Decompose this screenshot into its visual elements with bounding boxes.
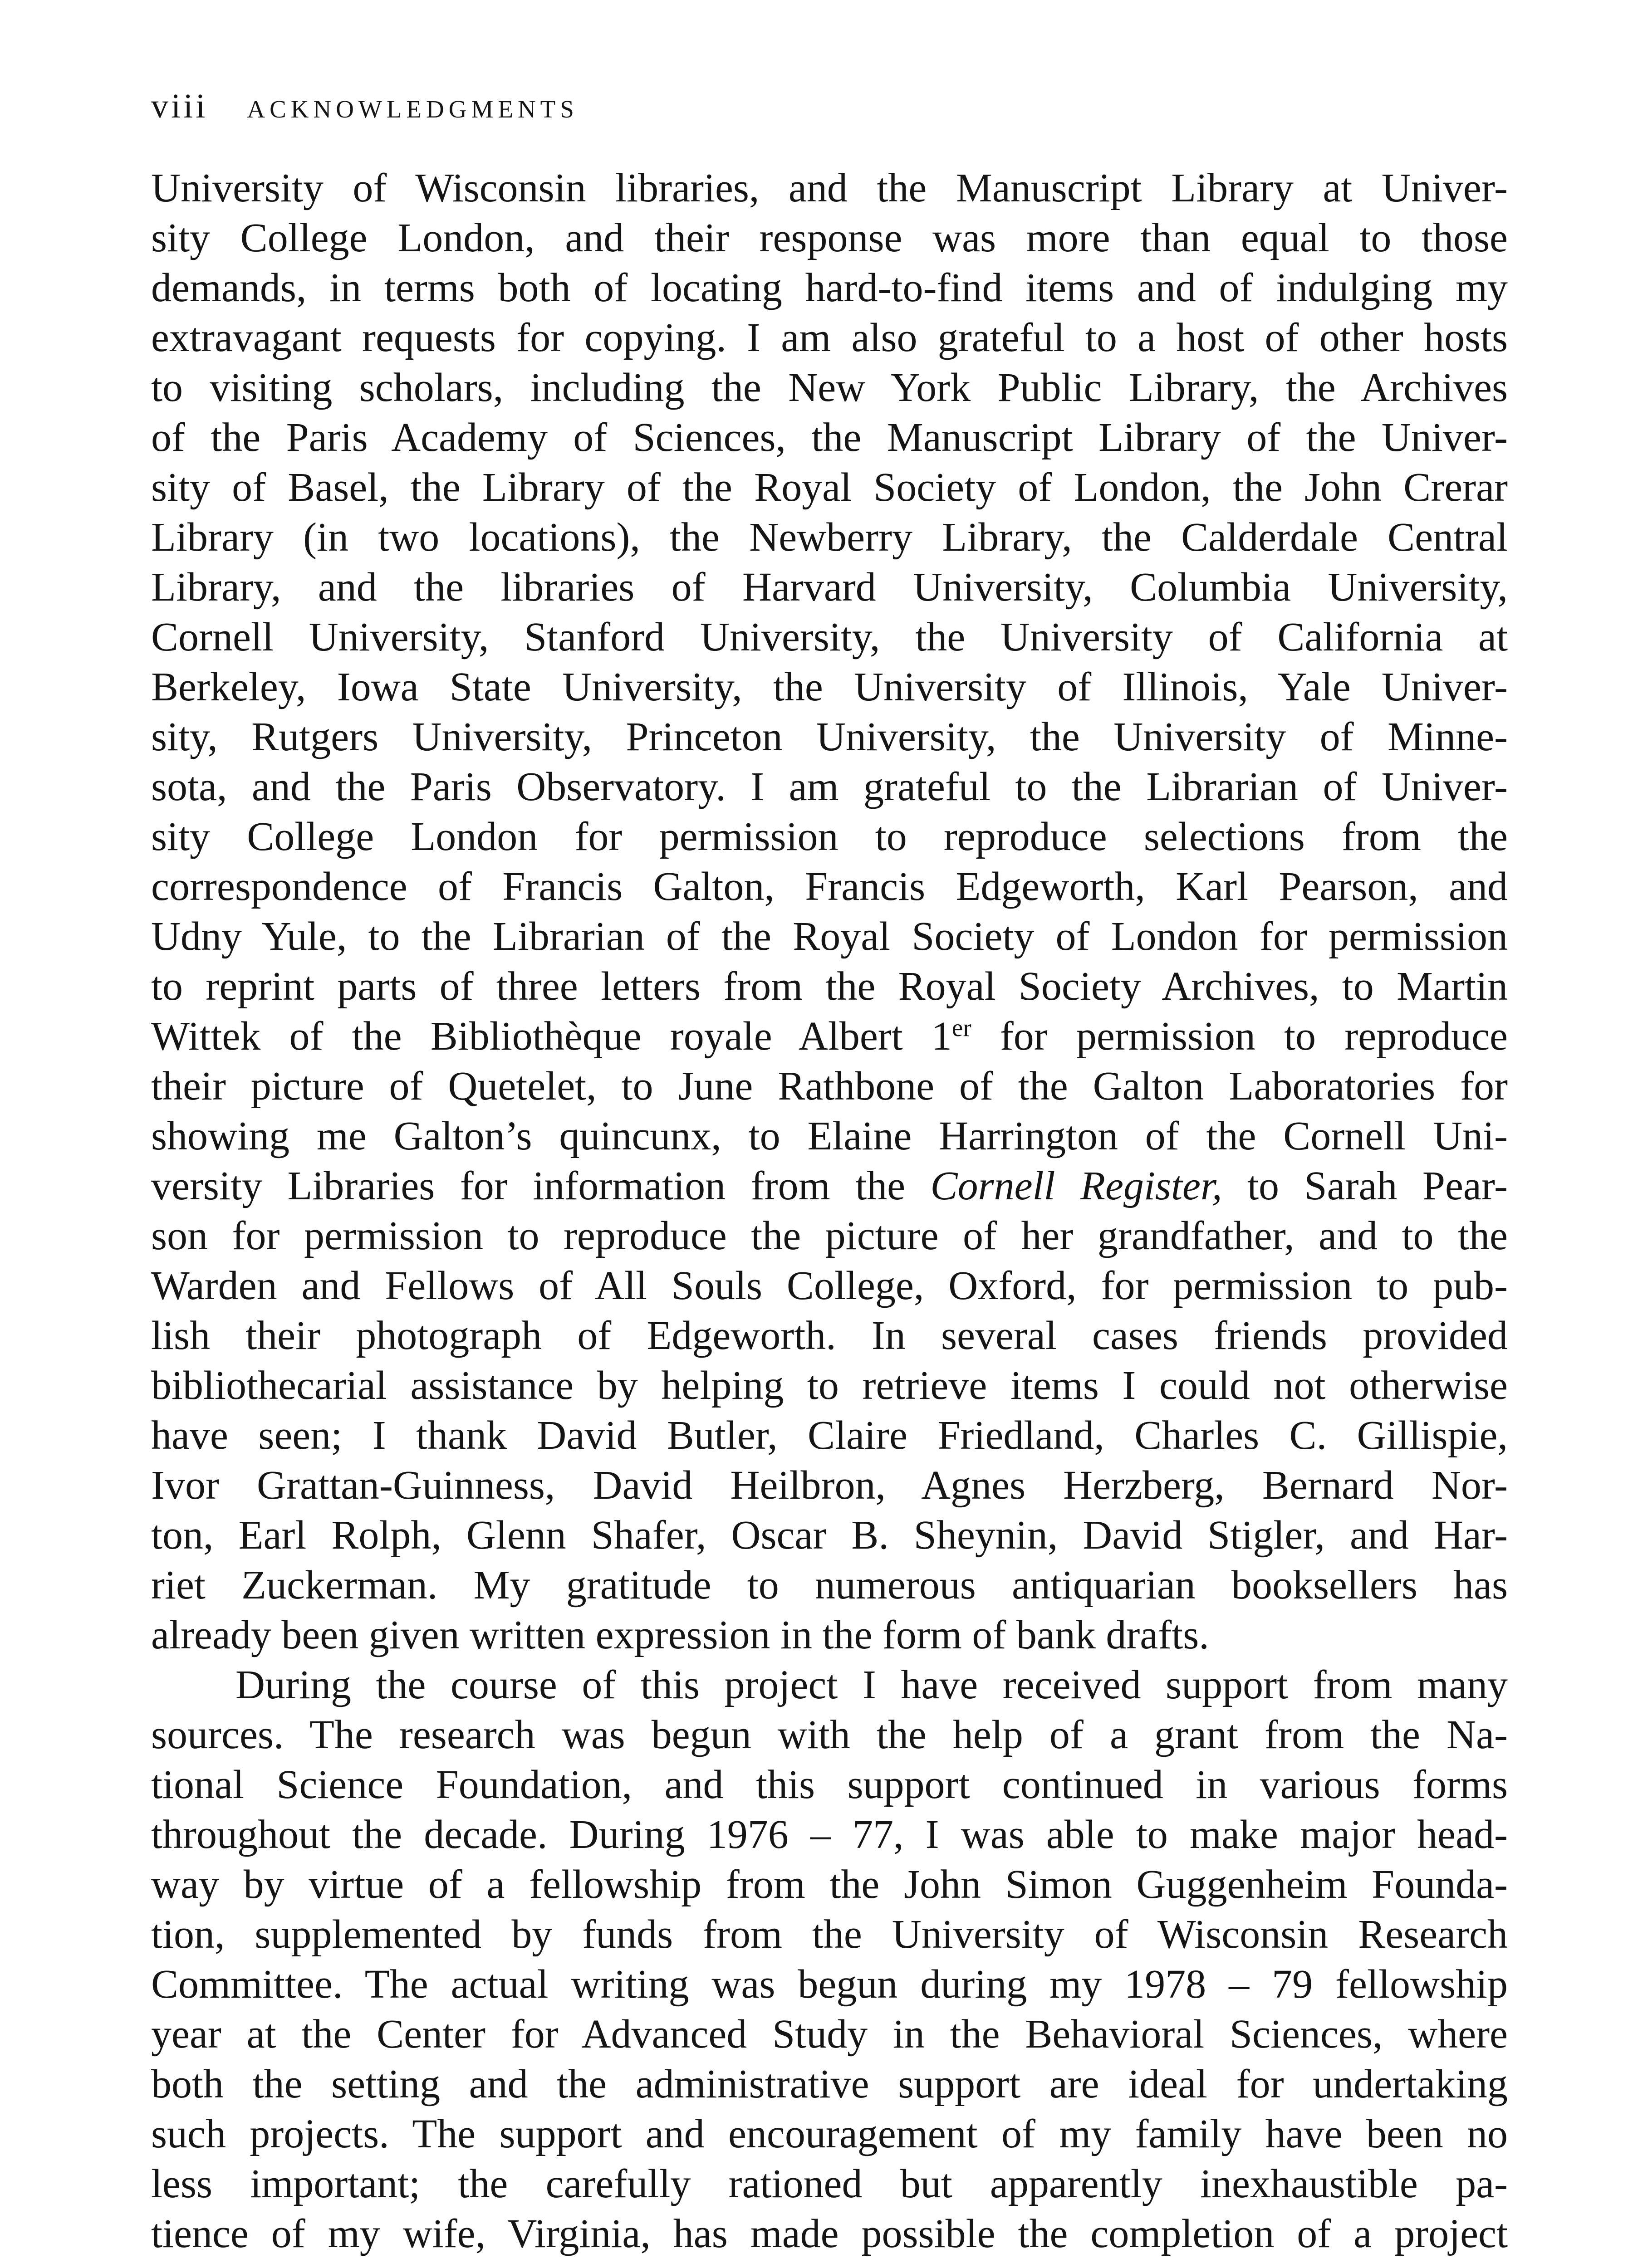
- text-line: [151, 1012, 1508, 1061]
- text-line: sity College London for permission to reproduce selections from the: [151, 814, 1508, 859]
- text-line: Berkeley, Iowa State University, the University of Illinois, Yale Univer-: [151, 665, 1508, 709]
- text-line: tional Science Foundation, and this support continued in various forms: [151, 1762, 1508, 1807]
- text-line: Cornell University, Stanford University, the University of California at: [151, 615, 1508, 660]
- text-line: way by virtue of a fellowship from the John Simon Guggenheim Founda-: [151, 1862, 1508, 1907]
- text-line: such projects. The support and encouragement of my family have been no: [151, 2112, 1508, 2156]
- text-line: extravagant requests for copying. I am also grateful to a host of other hosts: [151, 315, 1508, 360]
- text-line: ton, Earl Rolph, Glenn Shafer, Oscar B. Sheynin, David Stigler, and Har-: [151, 1513, 1508, 1558]
- text-line: sota, and the Paris Observatory. I am grateful to the Librarian of Univer-: [151, 764, 1508, 809]
- text-line: less important; the carefully rationed but apparently inexhaustible pa-: [151, 2161, 1508, 2206]
- text-line: Library (in two locations), the Newberry Library, the Calderdale Central: [151, 515, 1508, 560]
- text-line: Warden and Fellows of All Souls College, Oxford, for permission to pub-: [151, 1263, 1508, 1308]
- text-line: to reprint parts of three letters from the Royal Society Archives, to Martin: [151, 964, 1508, 1009]
- body-text: [151, 163, 1508, 2259]
- text-line: bibliothecarial assistance by helping to retrieve items I could not otherwise: [151, 1363, 1508, 1408]
- superscript: er: [951, 1014, 971, 1041]
- text-line: their picture of Quetelet, to June Rathbone of the Galton Laboratories for: [151, 1064, 1508, 1109]
- text-line: year at the Center for Advanced Study in the Behavioral Sciences, where: [151, 2012, 1508, 2057]
- text-line: throughout the decade. During 1976 – 77, I was able to make major head-: [151, 1812, 1508, 1857]
- text-line: both the setting and the administrative support are ideal for undertaking: [151, 2062, 1508, 2107]
- italic-title: Cornell Register,: [930, 1163, 1222, 1208]
- text-segment: Wittek of the Bibliothèque royale Albert 1: [151, 1014, 952, 1059]
- text-line: showing me Galton’s quincunx, to Elaine Harrington of the Cornell Uni-: [151, 1114, 1508, 1158]
- text-line: tience of my wife, Virginia, has made possible the completion of a project: [151, 2211, 1508, 2256]
- text-line: [151, 1161, 1508, 1211]
- text-line: sources. The research was begun with the help of a grant from the Na-: [151, 1712, 1508, 1757]
- text-line: son for permission to reproduce the picture of her grandfather, and to the: [151, 1213, 1508, 1258]
- text-line: to visiting scholars, including the New York Public Library, the Archives: [151, 365, 1508, 410]
- text-line: University of Wisconsin libraries, and the Manuscript Library at Univer-: [151, 166, 1508, 210]
- text-line: lish their photograph of Edgeworth. In several cases friends provided: [151, 1313, 1508, 1358]
- text-line: demands, in terms both of locating hard-to-find items and of indulging my: [151, 265, 1508, 310]
- text-line: Committee. The actual writing was begun during my 1978 – 79 fellowship: [151, 1962, 1508, 2007]
- section-title: ACKNOWLEDGMENTS: [247, 95, 579, 123]
- text-line: During the course of this project I have received support from many: [235, 1662, 1508, 1707]
- text-line: correspondence of Francis Galton, Francis Edgeworth, Karl Pearson, and: [151, 864, 1508, 909]
- text-line: have seen; I thank David Butler, Claire Friedland, Charles C. Gillispie,: [151, 1413, 1508, 1458]
- page-number: viii: [151, 87, 208, 125]
- text-line: tion, supplemented by funds from the University of Wisconsin Research: [151, 1912, 1508, 1957]
- text-segment: for permission to reproduce: [971, 1014, 1508, 1059]
- text-line: sity, Rutgers University, Princeton University, the University of Minne-: [151, 714, 1508, 759]
- text-line: Udny Yule, to the Librarian of the Royal Society of London for permission: [151, 914, 1508, 959]
- text-line: Library, and the libraries of Harvard University, Columbia University,: [151, 565, 1508, 610]
- text-line: sity College London, and their response was more than equal to those: [151, 215, 1508, 260]
- text-segment: to Sarah Pear-: [1222, 1163, 1508, 1208]
- text-segment: versity Libraries for information from the: [151, 1163, 931, 1208]
- text-line: sity of Basel, the Library of the Royal Society of London, the John Crerar: [151, 465, 1508, 510]
- text-line: already been given written expression in the form of bank drafts.: [151, 1613, 1209, 1657]
- running-head: [151, 89, 579, 123]
- text-line: of the Paris Academy of Sciences, the Manuscript Library of the Univer-: [151, 415, 1508, 460]
- text-line: Ivor Grattan-Guinness, David Heilbron, Agnes Herzberg, Bernard Nor-: [151, 1463, 1508, 1508]
- text-line: riet Zuckerman. My gratitude to numerous antiquarian booksellers has: [151, 1563, 1508, 1608]
